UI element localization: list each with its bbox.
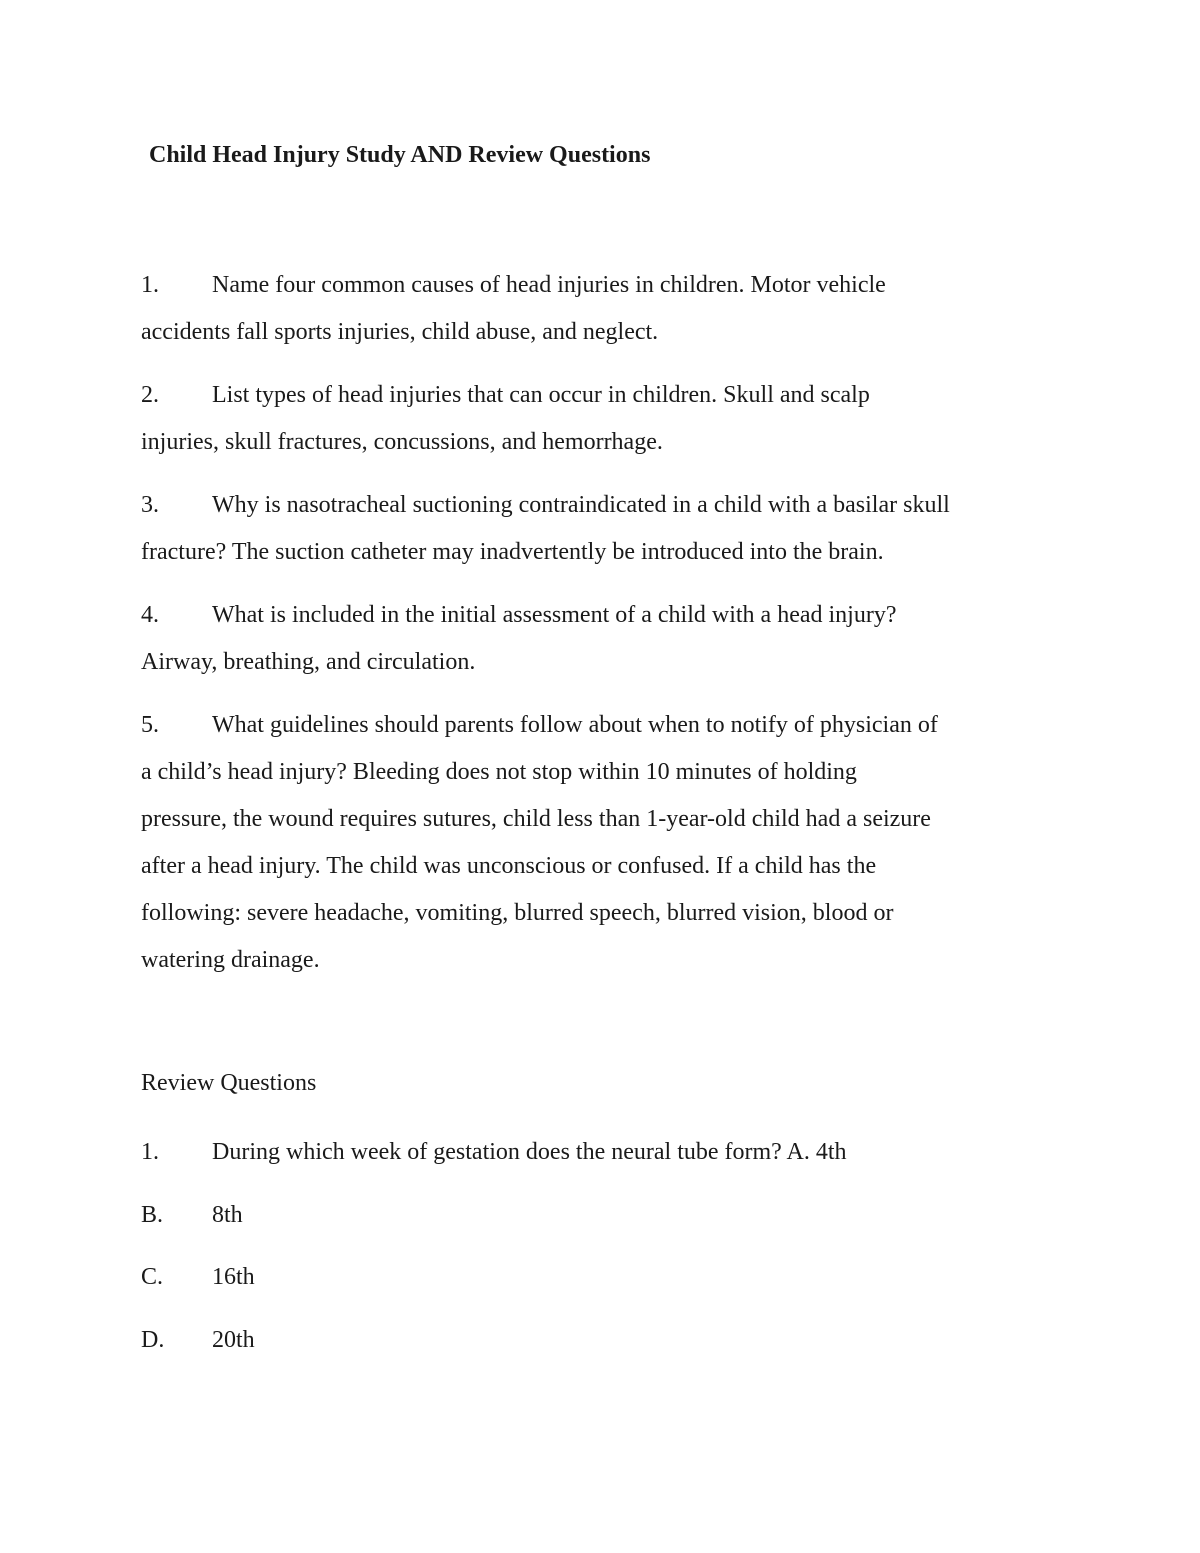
- question-number: 2.: [141, 382, 159, 408]
- review-option-d: [141, 1317, 1071, 1364]
- review-option-c: [141, 1254, 1071, 1301]
- review-number: B.: [141, 1202, 164, 1228]
- review-text: 16th: [212, 1264, 255, 1290]
- study-question-1: [141, 262, 1071, 356]
- study-question-2: [141, 372, 1071, 466]
- question-line: after a head injury. The child was unconscious or confused. If a child has the: [141, 853, 877, 879]
- review-text: During which week of gestation does the neural tube form? A. 4th: [212, 1139, 847, 1165]
- review-line: [141, 1317, 1071, 1364]
- review-number: C.: [141, 1264, 164, 1290]
- question-number: 4.: [141, 602, 159, 628]
- review-text: 8th: [212, 1202, 243, 1228]
- question-line: following: severe headache, vomiting, blurred speech, blurred vision, blood or: [141, 900, 894, 926]
- question-line: [141, 372, 1071, 419]
- question-text: Why is nasotracheal suctioning contraindicated in a child with a basilar skull: [212, 492, 950, 518]
- question-number: 1.: [141, 272, 159, 298]
- review-heading: Review Questions: [141, 1070, 317, 1096]
- question-line: a child’s head injury? Bleeding does not stop within 10 minutes of holding: [141, 759, 857, 785]
- question-line: pressure, the wound requires sutures, child less than 1-year-old child had a seizure: [141, 806, 931, 832]
- question-text: What is included in the initial assessment of a child with a head injury?: [212, 602, 897, 628]
- question-number: 3.: [141, 492, 159, 518]
- review-line: [141, 1254, 1071, 1301]
- question-line: [141, 262, 1071, 309]
- study-question-5: [141, 702, 1071, 984]
- question-line: [141, 592, 1071, 639]
- review-option-b: [141, 1192, 1071, 1239]
- study-question-3: [141, 482, 1071, 576]
- review-text: 20th: [212, 1327, 255, 1353]
- question-line: injuries, skull fractures, concussions, and hemorrhage.: [141, 429, 663, 455]
- question-line: [141, 482, 1071, 529]
- review-line: [141, 1192, 1071, 1239]
- study-question-4: [141, 592, 1071, 686]
- review-line: [141, 1129, 1071, 1176]
- question-line: [141, 702, 1071, 749]
- question-line: accidents fall sports injuries, child abuse, and neglect.: [141, 319, 659, 345]
- question-text: List types of head injuries that can occur in children. Skull and scalp: [212, 382, 870, 408]
- question-line: watering drainage.: [141, 947, 320, 973]
- question-line: Airway, breathing, and circulation.: [141, 649, 476, 675]
- question-text: Name four common causes of head injuries in children. Motor vehicle: [212, 272, 886, 298]
- page-title: Child Head Injury Study AND Review Questions: [149, 142, 651, 168]
- review-number: D.: [141, 1327, 165, 1353]
- review-item-1: [141, 1129, 1071, 1176]
- question-number: 5.: [141, 712, 159, 738]
- question-text: What guidelines should parents follow about when to notify of physician of: [212, 712, 938, 738]
- review-number: 1.: [141, 1139, 159, 1165]
- question-line: fracture? The suction catheter may inadvertently be introduced into the brain.: [141, 539, 884, 565]
